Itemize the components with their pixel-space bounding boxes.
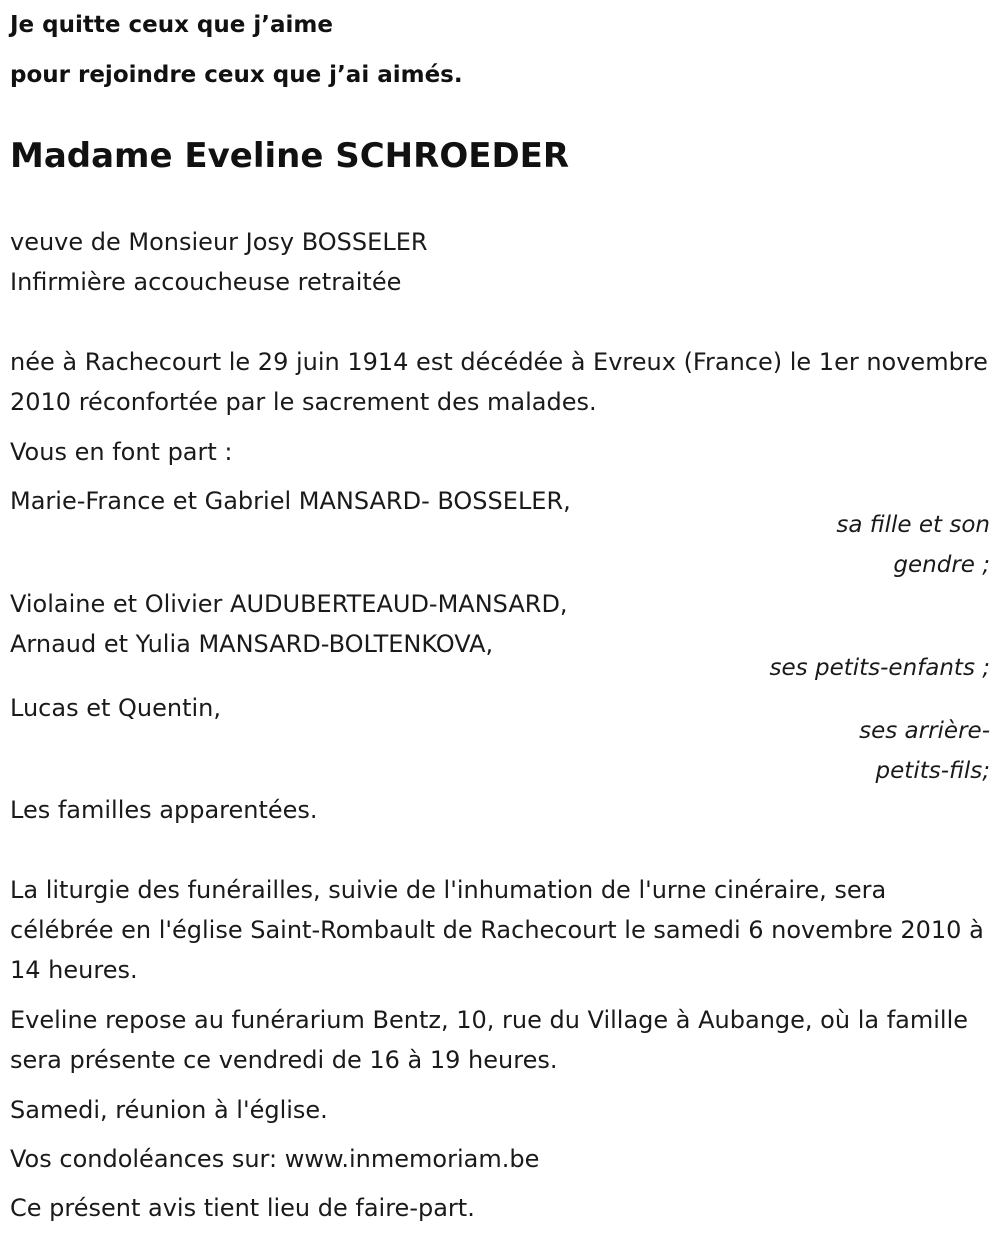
family-daughter: Marie-France et Gabriel MANSARD- BOSSELER, <box>10 487 571 515</box>
great-grandchildren-relation-line-2: petits-fils; <box>875 758 990 784</box>
family-great-grandchildren: Lucas et Quentin, <box>10 694 221 722</box>
family-grandchild-2: Arnaud et Yulia MANSARD-BOLTENKOVA, <box>10 630 494 658</box>
family-relatives: Les familles apparentées. <box>10 796 318 824</box>
notice-line: Ce présent avis tient lieu de faire-part. <box>10 1194 475 1222</box>
quote-line-2: pour rejoindre ceux que j’ai aimés. <box>10 62 463 88</box>
widow-of-line: veuve de Monsieur Josy BOSSELER <box>10 228 428 256</box>
obituary-page <box>10 0 990 1244</box>
profession-line: Infirmière accoucheuse retraitée <box>10 268 402 296</box>
grandchildren-relation: ses petits-enfants ; <box>769 655 990 681</box>
funeral-liturgy-paragraph: La liturgie des funérailles, suivie de l'inhumation de l'urne cinéraire, sera célébrée en l'église Saint-Rombault de Rachecourt le samedi 6 novembre 2010 à 14 heures. <box>10 876 984 984</box>
daughter-relation-line-2: gendre ; <box>893 552 990 578</box>
family-grandchild-1: Violaine et Olivier AUDUBERTEAUD-MANSARD, <box>10 590 568 618</box>
birth-death-paragraph: née à Rachecourt le 29 juin 1914 est décédée à Evreux (France) le 1er novembre 2010 réconfortée par le sacrement des malades. <box>10 348 988 416</box>
daughter-relation-line-1: sa fille et son <box>836 512 990 538</box>
deceased-name: Madame Eveline SCHROEDER <box>10 136 570 176</box>
condolences-line: Vos condoléances sur: www.inmemoriam.be <box>10 1145 540 1173</box>
quote-line-1: Je quitte ceux que j’aime <box>10 12 333 38</box>
announce-label: Vous en font part : <box>10 438 233 466</box>
funeral-visitation-paragraph: Eveline repose au funérarium Bentz, 10, rue du Village à Aubange, où la famille sera présente ce vendredi de 16 à 19 heures. <box>10 1006 968 1074</box>
saturday-line: Samedi, réunion à l'église. <box>10 1096 328 1124</box>
great-grandchildren-relation-line-1: ses arrière- <box>859 718 990 744</box>
